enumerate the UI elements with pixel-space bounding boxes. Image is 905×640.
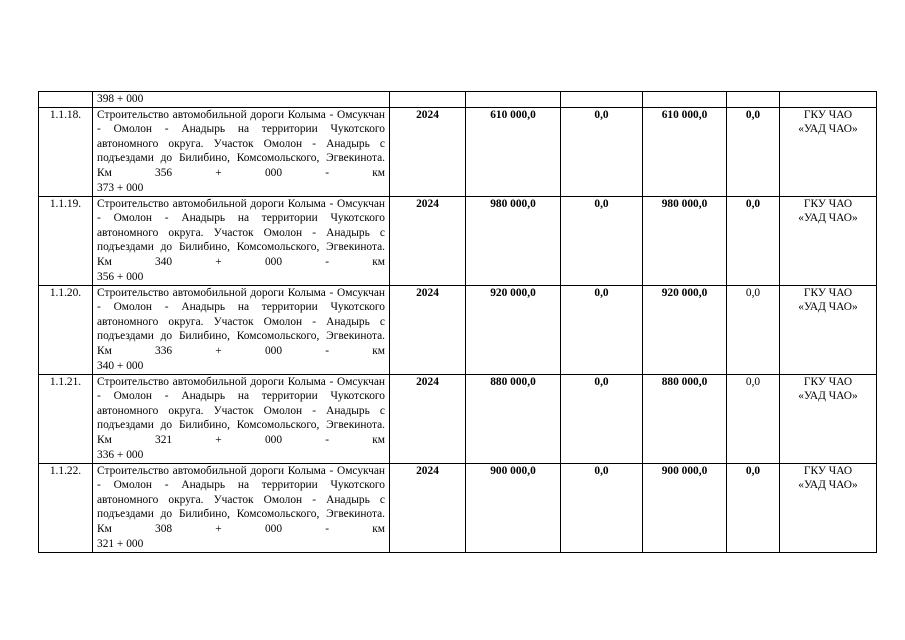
description-tail: 356 + 000 bbox=[97, 270, 144, 283]
value3-cell bbox=[727, 92, 780, 108]
value1: 0,0 bbox=[561, 285, 643, 374]
organization-line2: «УАД ЧАО» bbox=[798, 390, 858, 403]
value3: 0,0 bbox=[727, 463, 780, 552]
budget-table bbox=[38, 91, 877, 553]
description-tail: 340 + 000 bbox=[97, 359, 144, 372]
value1: 0,0 bbox=[561, 463, 643, 552]
year: 2024 bbox=[390, 374, 466, 463]
description-text: Строительство автомобильной дороги Колыма - Омсукчан - Омолон - Анадырь на территории Чукотского автономного округа. Участок Омолон - Анадырь с подъездами до Билибино, Комсомольского, Эгвекинота. Км 340 + 000 - км bbox=[97, 197, 385, 268]
organization-line1: ГКУ ЧАО bbox=[803, 286, 853, 299]
total-amount: 980 000,0 bbox=[466, 196, 561, 285]
description-tail: 336 + 000 bbox=[97, 448, 144, 461]
total-amount: 610 000,0 bbox=[466, 107, 561, 196]
value2: 900 000,0 bbox=[643, 463, 727, 552]
value1: 0,0 bbox=[561, 107, 643, 196]
organization-line2: «УАД ЧАО» bbox=[798, 123, 858, 136]
description-cell bbox=[93, 196, 390, 285]
organization-line2: «УАД ЧАО» bbox=[798, 212, 858, 225]
organization-line1: ГКУ ЧАО bbox=[803, 197, 853, 210]
row-number-cell bbox=[39, 92, 93, 108]
year-cell bbox=[390, 92, 466, 108]
table-row bbox=[39, 463, 877, 552]
table-row bbox=[39, 107, 877, 196]
organization bbox=[780, 374, 877, 463]
value3: 0,0 bbox=[727, 107, 780, 196]
organization bbox=[780, 285, 877, 374]
description-cell bbox=[93, 374, 390, 463]
value3: 0,0 bbox=[727, 196, 780, 285]
value1: 0,0 bbox=[561, 374, 643, 463]
description-tail: 321 + 000 bbox=[97, 537, 144, 550]
description-tail: 398 + 000 bbox=[97, 93, 144, 105]
table-row bbox=[39, 374, 877, 463]
organization bbox=[780, 107, 877, 196]
table-row bbox=[39, 196, 877, 285]
organization bbox=[780, 196, 877, 285]
row-number: 1.1.20. bbox=[39, 285, 93, 374]
year: 2024 bbox=[390, 285, 466, 374]
row-number: 1.1.18. bbox=[39, 107, 93, 196]
value2: 880 000,0 bbox=[643, 374, 727, 463]
year: 2024 bbox=[390, 463, 466, 552]
organization-line1: ГКУ ЧАО bbox=[803, 375, 853, 388]
organization-cell bbox=[780, 92, 877, 108]
description-cell bbox=[93, 463, 390, 552]
row-number: 1.1.22. bbox=[39, 463, 93, 552]
description-cell bbox=[93, 107, 390, 196]
total-amount: 920 000,0 bbox=[466, 285, 561, 374]
total-amount: 900 000,0 bbox=[466, 463, 561, 552]
description-tail: 373 + 000 bbox=[97, 181, 144, 194]
description-text: Строительство автомобильной дороги Колыма - Омсукчан - Омолон - Анадырь на территории Чукотского автономного округа. Участок Омолон - Анадырь с подъездами до Билибино, Комсомольского, Эгвекинота. Км 321 + 000 - км bbox=[97, 375, 385, 446]
row-number: 1.1.19. bbox=[39, 196, 93, 285]
value2: 980 000,0 bbox=[643, 196, 727, 285]
total-cell bbox=[466, 92, 561, 108]
organization-line1: ГКУ ЧАО bbox=[803, 108, 853, 121]
description-text: Строительство автомобильной дороги Колыма - Омсукчан - Омолон - Анадырь на территории Чукотского автономного округа. Участок Омолон - Анадырь с подъездами до Билибино, Комсомольского, Эгвекинота. Км 308 + 000 - км bbox=[97, 464, 385, 535]
table-row bbox=[39, 285, 877, 374]
value2: 610 000,0 bbox=[643, 107, 727, 196]
total-amount: 880 000,0 bbox=[466, 374, 561, 463]
description-text: Строительство автомобильной дороги Колыма - Омсукчан - Омолон - Анадырь на территории Чукотского автономного округа. Участок Омолон - Анадырь с подъездами до Билибино, Комсомольского, Эгвекинота. Км 356 + 000 - км bbox=[97, 108, 385, 179]
year: 2024 bbox=[390, 107, 466, 196]
description-cell bbox=[93, 92, 390, 108]
description-text: Строительство автомобильной дороги Колыма - Омсукчан - Омолон - Анадырь на территории Чукотского автономного округа. Участок Омолон - Анадырь с подъездами до Билибино, Комсомольского, Эгвекинота. Км 336 + 000 - км bbox=[97, 286, 385, 357]
row-number: 1.1.21. bbox=[39, 374, 93, 463]
value2-cell bbox=[643, 92, 727, 108]
value3: 0,0 bbox=[727, 285, 780, 374]
organization-line2: «УАД ЧАО» bbox=[798, 301, 858, 314]
organization-line1: ГКУ ЧАО bbox=[803, 464, 853, 477]
year: 2024 bbox=[390, 196, 466, 285]
value3: 0,0 bbox=[727, 374, 780, 463]
description-cell bbox=[93, 285, 390, 374]
organization bbox=[780, 463, 877, 552]
value1: 0,0 bbox=[561, 196, 643, 285]
table-row-continued bbox=[39, 92, 877, 108]
value1-cell bbox=[561, 92, 643, 108]
organization-line2: «УАД ЧАО» bbox=[798, 479, 858, 492]
value2: 920 000,0 bbox=[643, 285, 727, 374]
